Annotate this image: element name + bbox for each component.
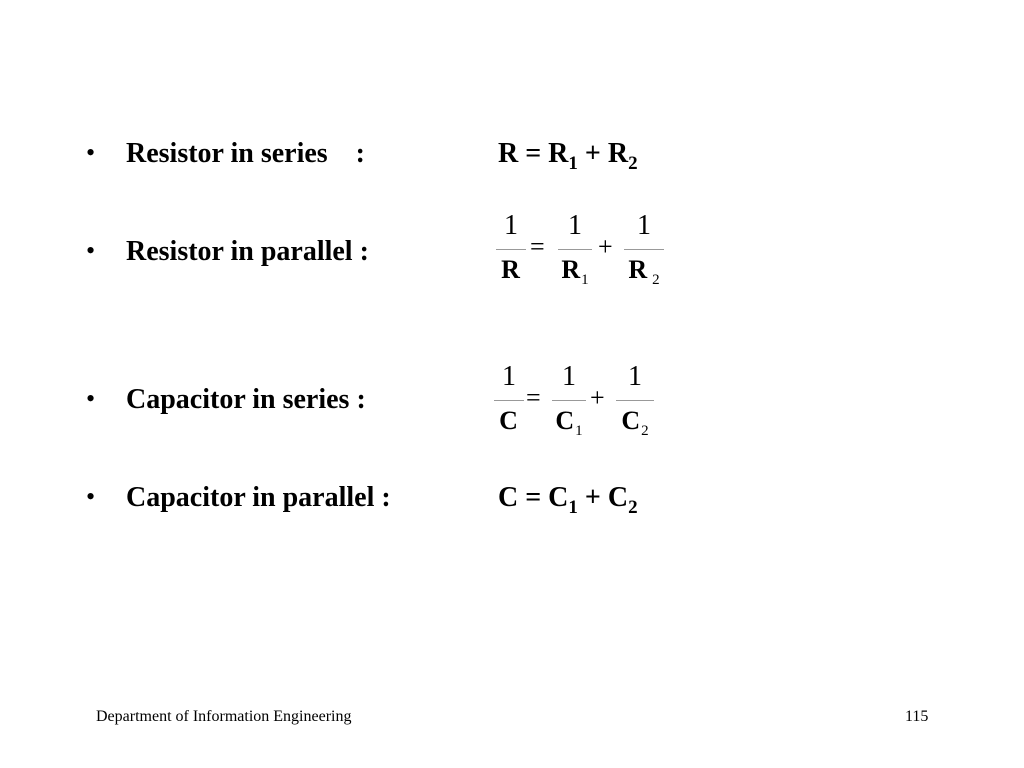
footer-department: Department of Information Engineering <box>96 708 352 725</box>
formula-sub2: 2 <box>628 153 638 174</box>
bullet-marker: • <box>86 138 96 167</box>
denominator-symbol: R <box>628 255 648 284</box>
numerator: 1 <box>568 210 582 241</box>
fraction-bar <box>552 400 586 401</box>
capacitor-series-formula <box>494 362 674 442</box>
denominator <box>616 406 654 440</box>
formula-sub2: 2 <box>628 497 638 518</box>
resistor-series-label: Resistor in series : <box>126 138 365 169</box>
numerator: 1 <box>637 210 651 241</box>
numerator: 1 <box>562 361 576 392</box>
resistor-parallel-label: Resistor in parallel : <box>126 236 369 267</box>
numerator: 1 <box>628 361 642 392</box>
plus-operator: + <box>590 383 605 412</box>
bullet-marker: • <box>86 236 96 265</box>
capacitor-parallel-formula <box>498 482 638 518</box>
equals-operator: = <box>530 232 545 261</box>
formula-lhs: C = C <box>498 482 569 513</box>
bullet-marker: • <box>86 384 96 413</box>
fraction-bar <box>558 249 592 250</box>
numerator: 1 <box>504 210 518 241</box>
denominator-subscript: 2 <box>641 423 649 439</box>
formula-mid: + R <box>577 138 629 169</box>
capacitor-series-label: Capacitor in series : <box>126 384 366 415</box>
formula-sub1: 1 <box>568 497 578 518</box>
denominator-subscript: 1 <box>581 272 589 288</box>
denominator-subscript: 2 <box>652 272 660 288</box>
denominator-symbol: C <box>499 406 518 435</box>
denominator <box>558 255 592 289</box>
denominator <box>552 406 586 440</box>
equals-operator: = <box>526 383 541 412</box>
resistor-series-formula <box>498 138 638 174</box>
formula-sub1: 1 <box>568 153 578 174</box>
capacitor-parallel-label: Capacitor in parallel : <box>126 482 391 513</box>
denominator-symbol: C <box>555 406 575 435</box>
fraction-bar <box>496 249 526 250</box>
plus-operator: + <box>598 232 613 261</box>
fraction-bar <box>616 400 654 401</box>
denominator-symbol: C <box>621 406 641 435</box>
denominator-symbol: R <box>501 255 520 284</box>
denominator-symbol: R <box>561 255 581 284</box>
numerator: 1 <box>502 361 516 392</box>
formula-mid: + C <box>577 482 629 513</box>
denominator-subscript: 1 <box>575 423 583 439</box>
bullet-marker: • <box>86 482 96 511</box>
formula-lhs: R = R <box>498 138 569 169</box>
denominator <box>624 255 664 289</box>
fraction-bar <box>494 400 524 401</box>
resistor-parallel-formula <box>496 211 676 291</box>
denominator <box>494 406 524 440</box>
denominator <box>496 255 526 289</box>
footer-page-number: 115 <box>905 708 929 725</box>
fraction-bar <box>624 249 664 250</box>
